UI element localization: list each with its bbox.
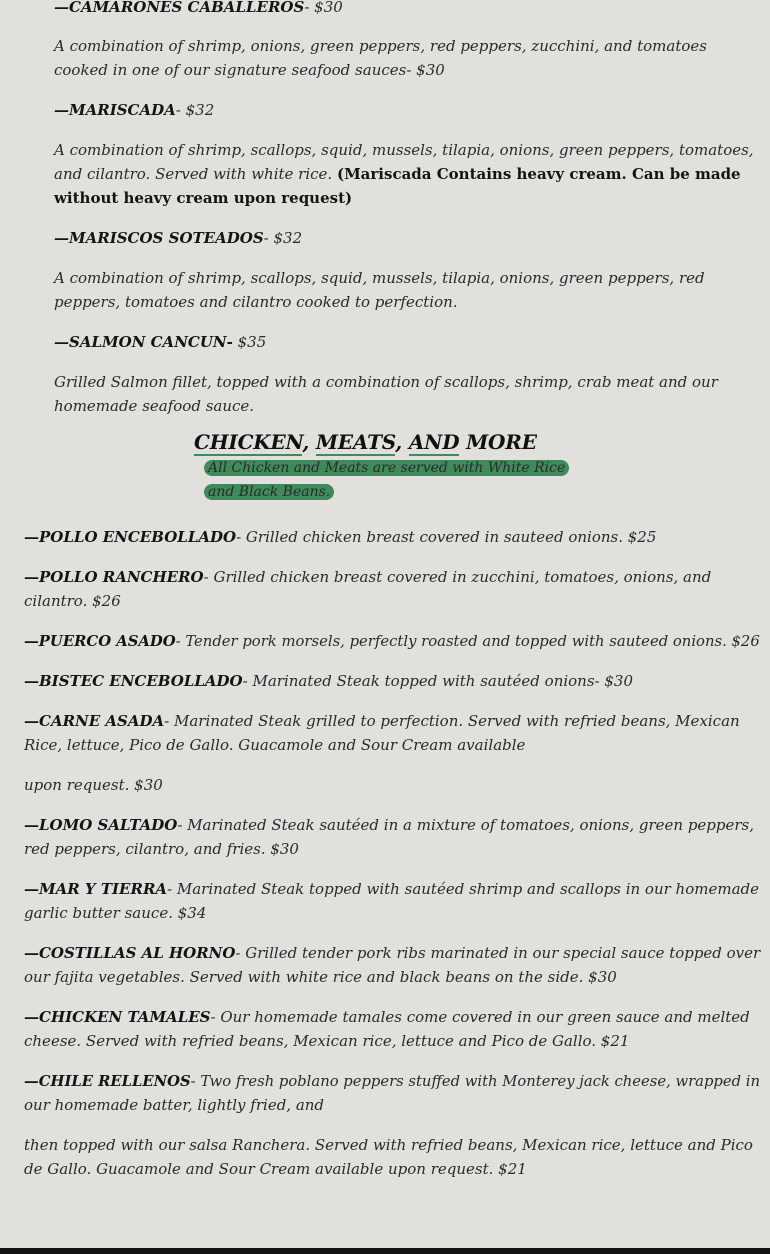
heading-word: MORE — [459, 430, 537, 454]
menu-item-chicken-tamales — [24, 1005, 750, 1029]
item-name: —COSTILLAS AL HORNO — [24, 944, 236, 962]
heading-word: AND — [408, 430, 460, 454]
item-text-line: red peppers, cilantro, and fries. $30 — [24, 840, 299, 858]
heading-word: MEATS — [315, 430, 396, 454]
item-name: —MAR Y TIERRA — [24, 880, 168, 898]
item-desc-line: A combination of shrimp, scallops, squid, mussels, tilapia, onions, green peppers, tomatoes, — [54, 141, 754, 159]
menu-item-puerco-asado — [24, 629, 760, 653]
menu-item-pollo-encebollado — [24, 525, 656, 549]
item-desc-line — [54, 186, 352, 210]
item-title-salmon-cancun — [54, 330, 266, 354]
item-title-mariscada — [54, 98, 214, 122]
item-text: - Grilled tender pork ribs marinated in our special sauce topped over — [235, 944, 761, 962]
item-name: —SALMON CANCUN- — [54, 333, 233, 351]
item-name: —MARISCOS SOTEADOS — [54, 229, 264, 247]
item-text-line: our fajita vegetables. Served with white rice and black beans on the side. $30 — [24, 968, 617, 986]
item-name: —CHICKEN TAMALES — [24, 1008, 211, 1026]
item-title-camarones-caballeros — [54, 0, 343, 19]
menu-item-pollo-ranchero — [24, 565, 711, 589]
item-name: —POLLO RANCHERO — [24, 568, 204, 586]
item-text: - Marinated Steak sautéed in a mixture of tomatoes, onions, green peppers, — [177, 816, 755, 834]
item-desc-line: cooked in one of our signature seafood sauces- $30 — [54, 61, 445, 79]
item-name: —CHILE RELLENOS — [24, 1072, 191, 1090]
item-text-line: Rice, lettuce, Pico de Gallo. Guacamole and Sour Cream available — [24, 736, 526, 754]
item-text: - Our homemade tamales come covered in our green sauce and melted — [210, 1008, 750, 1026]
menu-item-carne-asada — [24, 709, 740, 733]
item-name: —BISTEC ENCEBOLLADO — [24, 672, 243, 690]
item-text: - Marinated Steak grilled to perfection. Served with refried beans, Mexican — [164, 712, 740, 730]
item-name: —MARISCADA — [54, 101, 176, 119]
item-text-line: then topped with our salsa Ranchera. Served with refried beans, Mexican rice, lettuce and Pico — [24, 1136, 753, 1154]
section-note-line: and Black Beans. — [204, 484, 334, 500]
item-text: - Grilled chicken breast covered in zucchini, tomatoes, onions, and — [203, 568, 712, 586]
item-text: - Two fresh poblano peppers stuffed with Monterey jack cheese, wrapped in — [190, 1072, 760, 1090]
menu-item-bistec-encebollado — [24, 669, 633, 693]
item-text-line: upon request. $30 — [24, 776, 163, 794]
item-desc-line: A combination of shrimp, scallops, squid, mussels, tilapia, onions, green peppers, red — [54, 269, 705, 287]
item-price: - $32 — [263, 229, 303, 247]
item-text-line: cheese. Served with refried beans, Mexican rice, lettuce and Pico de Gallo. $21 — [24, 1032, 630, 1050]
item-desc-line: Grilled Salmon fillet, topped with a combination of scallops, shrimp, crab meat and our — [54, 373, 718, 391]
item-text: - Marinated Steak topped with sautéed onions- $30 — [242, 672, 634, 690]
item-desc-text: and cilantro. Served with white rice. — [54, 165, 333, 183]
item-desc-line: peppers, tomatoes and cilantro cooked to perfection. — [54, 293, 458, 311]
section-heading — [194, 428, 537, 456]
item-text-line: our homemade batter, lightly fried, and — [24, 1096, 325, 1114]
item-note-bold: (Mariscada Contains heavy cream. Can be made — [336, 165, 741, 183]
item-text-line: garlic butter sauce. $34 — [24, 904, 207, 922]
item-price: - $32 — [175, 101, 215, 119]
menu-item-mar-y-tierra — [24, 877, 759, 901]
section-note — [204, 459, 569, 477]
item-name: —CAMARONES CABALLEROS — [54, 0, 305, 16]
item-text-line: de Gallo. Guacamole and Sour Cream available upon request. $21 — [24, 1160, 527, 1178]
item-desc-line: homemade seafood sauce. — [54, 397, 255, 415]
item-text: - Tender pork morsels, perfectly roasted and topped with sauteed onions. $26 — [175, 632, 760, 650]
item-name: —LOMO SALTADO — [24, 816, 178, 834]
heading-sep: , — [302, 430, 316, 454]
item-title-mariscos-soteados — [54, 226, 302, 250]
item-name: —POLLO ENCEBOLLADO — [24, 528, 237, 546]
item-desc-line: A combination of shrimp, onions, green peppers, red peppers, zucchini, and tomatoes — [54, 37, 707, 55]
bottom-divider — [0, 1248, 770, 1254]
item-name: —CARNE ASADA — [24, 712, 165, 730]
item-text-line: cilantro. $26 — [24, 592, 121, 610]
section-note — [204, 483, 334, 501]
item-text: - Marinated Steak topped with sautéed shrimp and scallops in our homemade — [167, 880, 759, 898]
item-price: $35 — [232, 333, 267, 351]
menu-item-chile-rellenos — [24, 1069, 760, 1093]
item-desc-line — [54, 162, 741, 186]
item-price: - $30 — [304, 0, 343, 16]
heading-word: CHICKEN — [194, 430, 303, 454]
item-name: —PUERCO ASADO — [24, 632, 176, 650]
menu-item-costillas-al-horno — [24, 941, 760, 965]
heading-sep: , — [395, 430, 409, 454]
menu-item-lomo-saltado — [24, 813, 754, 837]
item-text: - Grilled chicken breast covered in sauteed onions. $25 — [236, 528, 657, 546]
item-note-bold: without heavy cream upon request) — [54, 189, 353, 207]
section-note-line: All Chicken and Meats are served with White Rice — [204, 460, 569, 476]
